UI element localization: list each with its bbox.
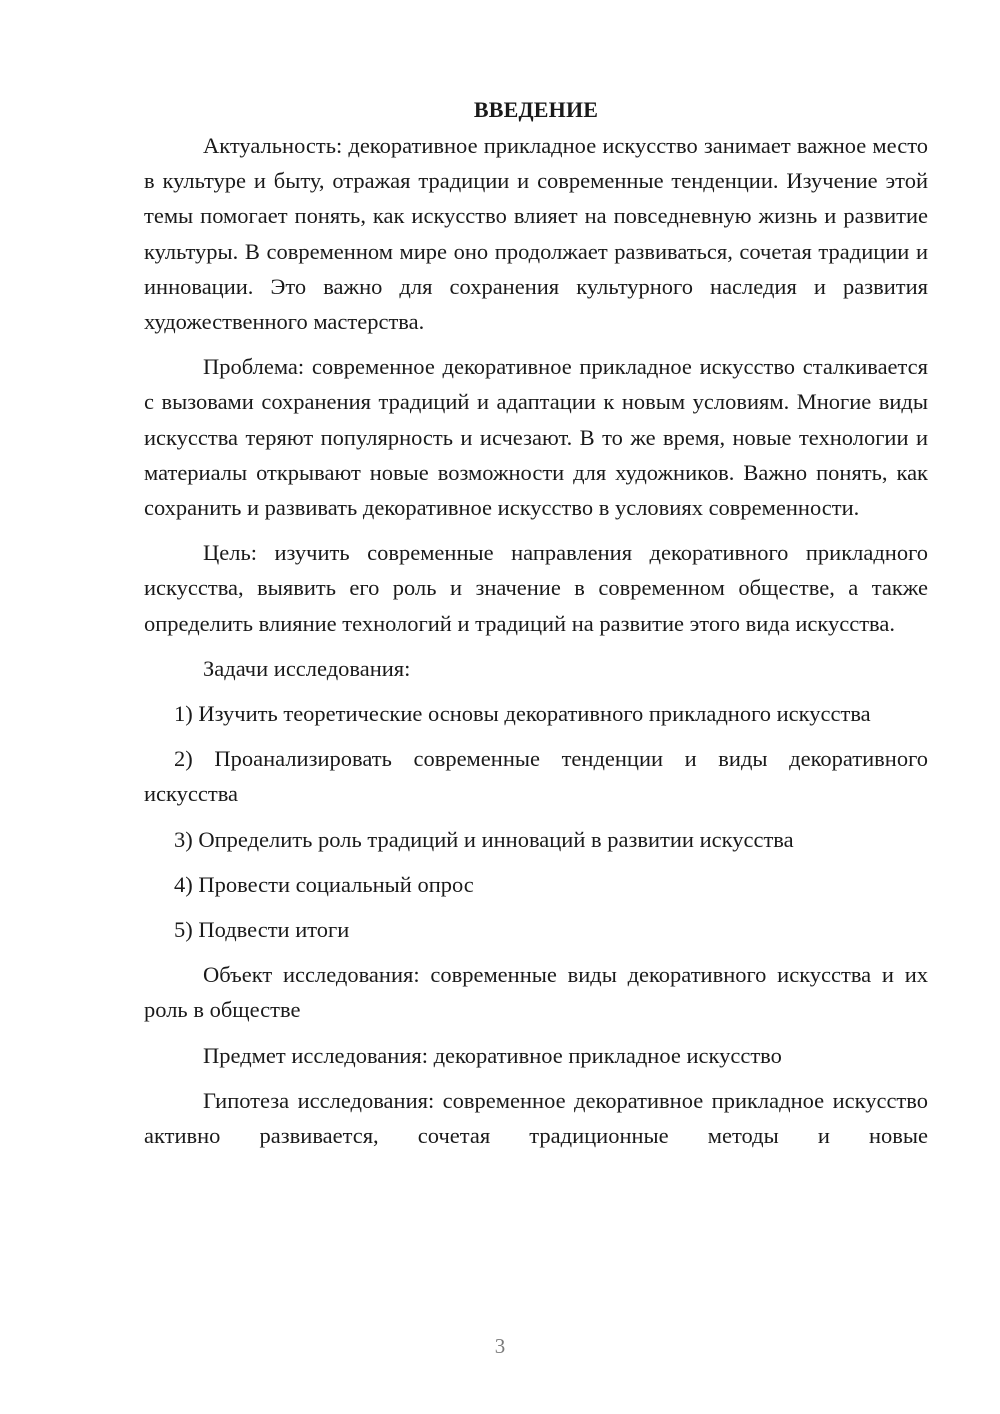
paragraph-relevance: Актуальность: декоративное прикладное искусство занимает важное место в культуре и быту, отражая традиции и современные тенденции. Изучение этой темы помогает понять, как искусство влияет на повседневную жизнь и развитие культуры. В современном мире оно продолжает развиваться, сочетая традиции и инновации. Это важно для сохранения культурного наследия и развития художественного мастерства. — [144, 133, 928, 335]
document-page — [144, 92, 928, 1163]
list-item: 4) Провести социальный опрос — [174, 871, 474, 897]
tasks-heading: Задачи исследования: — [203, 655, 411, 681]
list-item: 5) Подвести итоги — [174, 917, 350, 943]
page-title: ВВЕДЕНИЕ — [473, 97, 599, 122]
list-item: 2) Проанализировать современные тенденции и виды декоративного искусства — [144, 746, 928, 807]
page-number: 3 — [494, 1334, 506, 1358]
paragraph-object: Объект исследования: современные виды декоративного искусства и их роль в обществе — [144, 962, 928, 1023]
list-item: 3) Определить роль традиций и инноваций в развитии искусства — [174, 826, 794, 852]
paragraph-hypothesis: Гипотеза исследования: современное декоративное прикладное искусство активно развивается, сочетая традиционные методы и новые — [144, 1087, 928, 1149]
paragraph-goal: Цель: изучить современные направления декоративного прикладного искусства, выявить его роль и значение в современном обществе, а также определить влияние технологий и традиций на развитие этого вида искусства. — [144, 540, 928, 636]
paragraph-problem: Проблема: современное декоративное прикладное искусство сталкивается с вызовами сохранения традиций и адаптации к новым условиям. Многие виды искусства теряют популярность и исчезают. В то же время, новые технологии и материалы открывают новые возможности для художников. Важно понять, как сохранить и развивать декоративное искусство в условиях современности. — [144, 354, 928, 521]
list-item: 1) Изучить теоретические основы декоративного прикладного искусства — [174, 701, 871, 727]
paragraph-subject: Предмет исследования: декоративное прикладное искусство — [203, 1042, 782, 1068]
